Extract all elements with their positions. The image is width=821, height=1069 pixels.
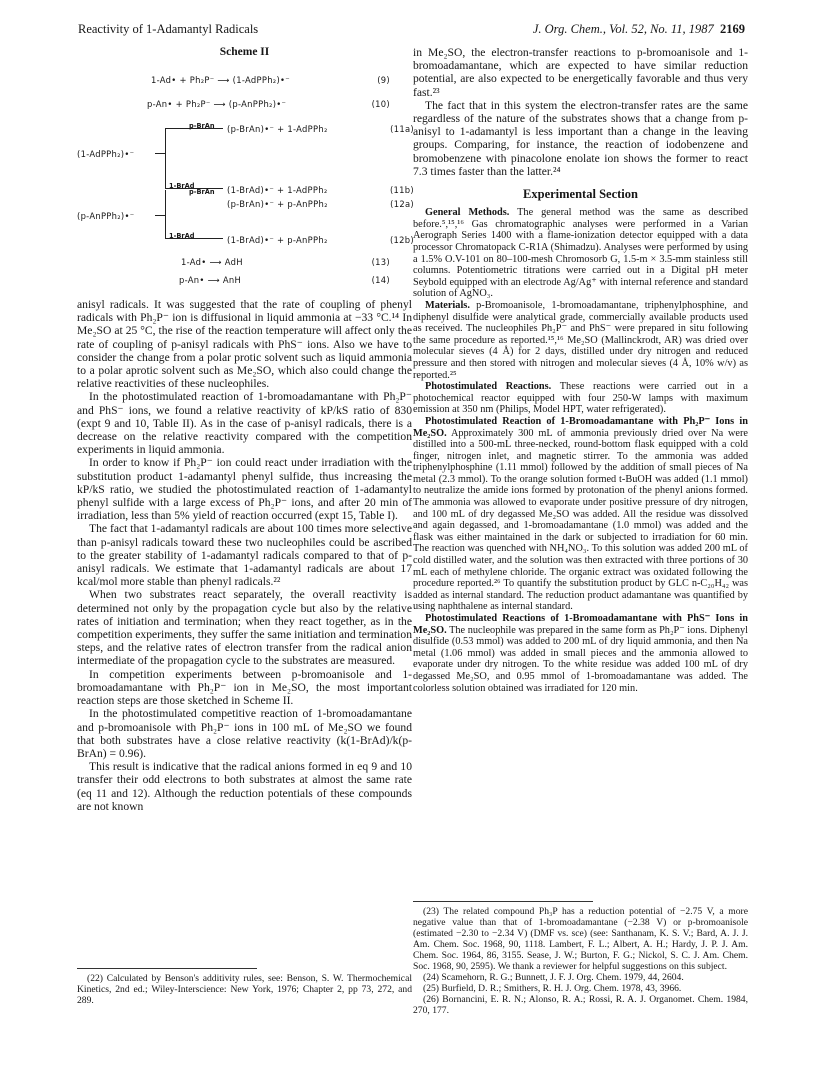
experimental-paragraph — [413, 416, 748, 613]
left-column — [77, 46, 412, 813]
section-title: Experimental Section — [523, 187, 638, 202]
experimental-text — [413, 207, 748, 694]
footnote-26: (26) Bornancini, E. R. N.; Alonso, R. A.; Rossi, R. A. J. Organomet. Chem. 1984, 270, 177. — [413, 994, 748, 1016]
page-number: 2169 — [720, 22, 745, 36]
left-footnote-block — [77, 960, 412, 1006]
paragraph-body: These reactions were carried out in a photochemical reactor equipped with four 250-W lamps with maximum emission at 350 nm (Philips, Model HPT, water refrigerated). — [413, 381, 749, 416]
paragraph: This result is indicative that the radical anions formed in eq 9 and 10 transfer their odd electrons to both substrates at almost the same rate (eq 11 and 12). Although the reduction potentials of these compounds are not known — [77, 760, 412, 813]
paragraph: When two substrates react separately, the overall reactivity is determined not only by the propagation cycle but also by the relative rates of initiation and termination; when they react together, as in the competition experiments, they suffer the same initiation and termination steps, and the relative rates of electron transfer from the radical anion intermediate of the propagation cycle to the substrates are measured. — [77, 588, 412, 668]
experimental-paragraph — [413, 381, 748, 416]
reagent-label: 1-BrAd — [169, 182, 195, 190]
paragraph-body: The general method was the same as described before.⁵,¹⁵,¹⁶ Gas chromatographic analyses were performed in a Varian Aerograph Series 1400 with a flame-ionization detector equipped with a data processor Chromatopack C-R1A (Shimadzu). Analyses were performed by using a 1.5% O.V-101 on 80–100-mesh Chromosorb G, 1.5-m × 3.5-mm stainless still columns. Potentiometric titrations were carried out in a Digital pH meter Seybold equipped with an electrode Ag/Ag⁺ with internal reference and standard solution of AgNO₃. — [413, 207, 748, 300]
paragraph: The fact that 1-adamantyl radicals are about 100 times more selective than p-anisyl radicals toward these two nucleophiles could be ascribed to the greater stability of 1-adamantyl radicals compared to that of p-anisyl radicals. We estimate that 1-adamantyl radicals are about 17 kcal/mol more stable than phenyl radicals.²² — [77, 522, 412, 589]
footnote-25: (25) Burfield, D. R.; Smithers, R. H. J. Org. Chem. 1978, 43, 3966. — [423, 983, 682, 994]
experimental-paragraph — [413, 300, 748, 381]
scheme-ii — [77, 46, 412, 288]
left-body-text — [77, 298, 412, 813]
equation-10-number: (10) — [371, 99, 390, 109]
paragraph: in Me₂SO, the electron-transfer reactions to p-bromoanisole and 1-bromoadamantane, which are expected to have similar reduction potential, are also expected to be energetically favorable and thus very fast.²³ — [413, 46, 748, 99]
experimental-paragraph — [413, 613, 748, 694]
equation-12b-number: (12b) — [389, 235, 414, 245]
paragraph-body: p-Bromoanisole, 1-bromoadamantane, triphenylphosphine, and diphenyl disulfide were analytical grade, commercially available products used as received. The nucleophiles Ph₂P⁻ and PhS⁻ were prepared in situ following the same procedure as reported.¹⁵,¹⁶ Me₂SO (Mallinckrodt, AR) was dried over molecular sieves (4 Å) for 2 days, distilled under dry nitrogen and reduced pressure and then stored with nitrogen and molecular sieves (4 Å, 10% w/v) as reported.²⁵ — [413, 299, 748, 381]
journal-citation: J. Org. Chem., Vol. 52, No. 11, 1987 — [532, 22, 714, 36]
paragraph-body: The nucleophile was prepared in the same form as Ph₂P⁻ ions. Diphenyl disulfide (0.53 mmol) was added to 200 mL of dry liquid ammonia, and then Na metal (1.06 mmol) was added in small pieces and the ammonia allowed to evaporate under dry nitrogen. To the white residue was added 100 mL of dry degassed Me₂SO, and 0.95 mmol of 1-bromoadamantane was added. The colorless solution obtained was irradiated for 120 min. — [413, 624, 748, 694]
right-column — [413, 46, 748, 694]
running-head-left: Reactivity of 1-Adamantyl Radicals — [78, 22, 259, 36]
paragraph-heading: Materials. — [425, 299, 470, 311]
paragraph-heading: Photostimulated Reactions. — [425, 381, 552, 393]
equation-14-number: (14) — [371, 275, 390, 285]
equation-9: 1-Ad• + Ph₂P⁻ ⟶ (1-AdPPh₂)•⁻ — [151, 75, 290, 85]
paragraph: In the photostimulated reaction of 1-bromoadamantane with Ph₂P⁻ and PhS⁻ ions, we found a relative reactivity of kP/kS ratio of 830 (expt 9 and 10, Table II). As in the case of p-anisyl radicals, there is a decrease on the relative reactivity compared with the competition experiments in liquid ammonia. — [77, 390, 412, 457]
equation-11a: (p-BrAn)•⁻ + 1-AdPPh₂ — [227, 124, 328, 134]
footnote-23: (23) The related compound Ph₃P has a reduction potential of −2.75 V, a more negative value than that of 1-bromoadamantane (−2.38 V) or p-bromoanisole (estimated −2.30 to −2.34 V) (DMF vs. sce) (see: Santhanam, K. S. V.; Bard, A. J. J. Am. Chem. Soc. 1968, 90, 1118. Lambert, F. L.; Albert, A. H.; Hardy, J. P. J. Am. Chem. Soc. 1964, 86, 3155. Sease, J. W.; Burton, F. G.; Nickol, S. C. J. Am. Chem. Soc. 1968, 90, 2595). We thank a reviewer for helpful suggestions on this subject. — [413, 906, 748, 972]
equation-12b: (1-BrAd)•⁻ + p-AnPPh₂ — [227, 235, 328, 245]
paragraph: In the photostimulated competitive reaction of 1-bromoadamantane and p-bromoanisole with Ph₂P⁻ ions in 100 mL of Me₂SO we found that both substrates have a close relative reactivity (k(1-BrAd)/k(p-BrAn) = 0.96). — [77, 707, 412, 760]
paragraph: In order to know if Ph₂P⁻ ion could react under irradiation with the substitution product 1-adamantyl phenyl sulfide, thus increasing the kP/kS ratio, we studied the photostimulated reaction of 1-adamantyl phenyl sulfide with a large excess of Ph₂P⁻ ions, and after 20 min of irradiation, less than 5% yield of reaction occurred (expt 15, Table I). — [77, 456, 412, 523]
reagent-label: 1-BrAd — [169, 232, 195, 240]
paragraph-body: Approximately 300 mL of ammonia previously dried over Na were distilled into a 500-mL three-necked, round-bottom flask equipped with a cold finger, nitrogen inlet, and magnetic stirrer. To the ammonia was added triphenylphosphine (1.11 mmol) followed by the addition of small pieces of Na metal (2.3 mmol). To the orange solution formed t-BuOH was added (1.1 mmol) to neutralize the amide ions formed by protonation of the phenyl anions formed. The ammonia was allowed to evaporate under positive pressure of dry nitrogen, and 100 mL of dry degassed Me₂SO was added. All the residue was dissolved and again degassed, and 1-bromoadamantane (1.0 mmol) was added and the flask was either maintained in the dark or subjected to irradiation for 60 min. The reaction was quenched with NH₄NO₃. To this solution was added 200 mL of cold distilled water, and the solution was then extracted with three portions of 30 mL each of methylene chloride. The organic extract was oxidated following the procedure reported.²⁶ To quantify the substitution product by GLC n-C₂₀H₄₂ was added as internal standard. The reduction product adamantane was quantified by using naphthalene as internal standard. — [413, 427, 748, 613]
equation-14: p-An• ⟶ AnH — [179, 275, 242, 285]
footnote-24: (24) Scamehorn, R. G.; Bunnett, J. F. J. Org. Chem. 1979, 44, 2604. — [423, 972, 684, 983]
paragraph-heading: Photostimulated Reactions of 1-Bromoadamantane with PhS⁻ Ions in Me₂SO. — [413, 613, 748, 636]
equation-12a-number: (12a) — [390, 199, 414, 209]
paragraph-heading: Photostimulated Reaction of 1-Bromoadamantane with Ph₂P⁻ Ions in Me₂SO. — [413, 415, 748, 439]
running-head-right — [533, 22, 745, 37]
reagent-label: p-BrAn — [189, 188, 215, 196]
equation-12a: (p-BrAn)•⁻ + p-AnPPh₂ — [227, 199, 328, 209]
paragraph: In competition experiments between p-bromoanisole and 1-bromoadamantane with Ph₂P⁻ ion in Me₂SO, the most important reaction steps are those sketched in Scheme II. — [77, 667, 412, 708]
equation-9-number: (9) — [377, 75, 390, 85]
radical-anion-adamantyl: (1-AdPPh₂)•⁻ — [77, 149, 135, 159]
scheme-title: Scheme II — [219, 46, 270, 58]
reagent-label: p-BrAn — [189, 122, 215, 130]
experimental-paragraph — [413, 207, 748, 300]
paragraph: The fact that in this system the electron-transfer rates are the same regardless of the nature of the substrates shows that a change from p-anisyl to 1-adamantyl is less important than a change in the leaving groups. Comparing, for instance, the reaction of iodobenzene and bromobenzene with pinacolone enolate ion shows the former to react 7.3 times faster than the latter.²⁴ — [413, 98, 748, 178]
right-footnote-block — [413, 893, 748, 1016]
paragraph: anisyl radicals. It was suggested that the rate of coupling of phenyl radicals with Ph₂P⁻ ion is diffusional in liquid ammonia at −33 °C.¹⁴ In Me₂SO at 25 °C, the rise of the reaction temperature will affect only the rate of coupling of p-anisyl radicals with PhS⁻ ions. Also we have to consider the change from a polar protic solvent such as liquid ammonia to a polar aprotic solvent such as Me₂SO, which also could change the relative reactivities of these nucleophiles. — [77, 298, 412, 391]
equation-10: p-An• + Ph₂P⁻ ⟶ (p-AnPPh₂)•⁻ — [147, 99, 287, 109]
equation-11b-number: (11b) — [389, 185, 414, 195]
footnote-22: (22) Calculated by Benson's additivity rules, see: Benson, S. W. Thermochemical Kinetics, 2nd ed.; Wiley-Interscience: New York, 1976; Chapter 2, pp 73, 272, and 289. — [77, 973, 412, 1006]
equation-11a-number: (11a) — [390, 124, 414, 134]
equation-13-number: (13) — [371, 257, 390, 267]
equation-13: 1-Ad• ⟶ AdH — [181, 257, 243, 267]
radical-anion-anisyl: (p-AnPPh₂)•⁻ — [77, 211, 135, 221]
equation-11b: (1-BrAd)•⁻ + 1-AdPPh₂ — [227, 185, 328, 195]
paragraph-heading: General Methods. — [425, 207, 510, 219]
